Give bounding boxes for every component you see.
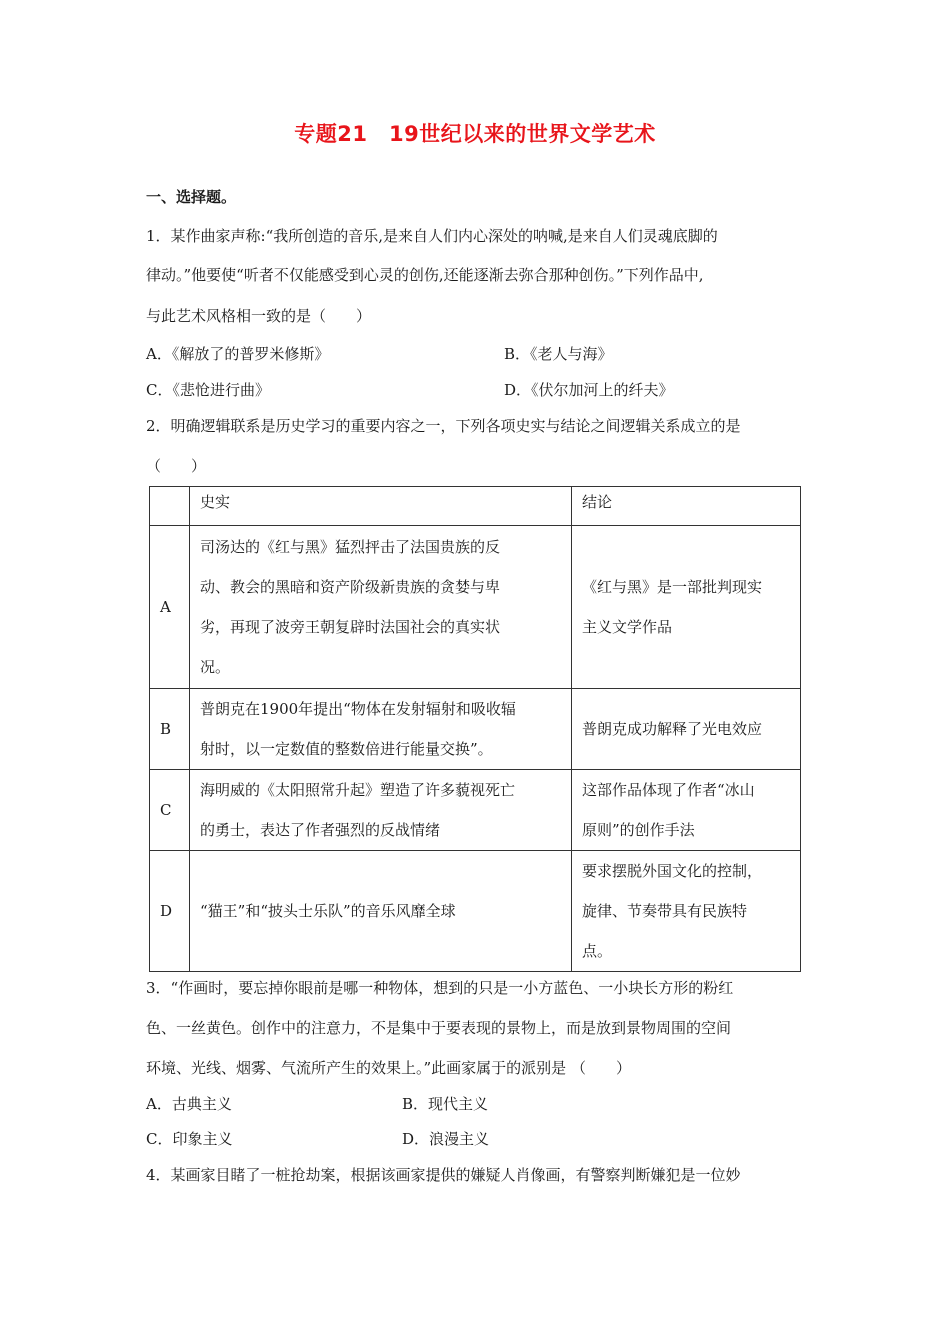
q1-line-2: 律动。”他要使“听者不仅能感受到心灵的创伤,还能逐渐去弥合那种创伤。”下列作品中, [146,266,704,284]
header-fact-cell: 史实 [190,487,572,526]
q3-option-d[interactable]: D．浪漫主义 [402,1130,490,1148]
conclusion-line: 要求摆脱外国文化的控制， [582,862,763,880]
section-heading: 一、选择题。 [146,188,237,206]
fact-line: 普朗克在1900年提出“物体在发射辐射和吸收辐 [200,700,516,718]
row-fact [190,689,572,770]
page-title: 专题21 19世纪以来的世界文学艺术 [294,122,656,146]
fact-line: 动、教会的黑暗和资产阶级新贵族的贪婪与卑 [200,578,501,596]
row-fact [190,526,572,689]
q2-line-2: （ ） [146,457,207,475]
row-conclusion [572,851,801,972]
q1-option-d[interactable]: D．《伏尔加河上的纤夫》 [504,381,674,399]
q1-option-b[interactable]: B．《老人与海》 [504,345,613,363]
q3-line-1: 3．“作画时，要忘掉你眼前是哪一种物体，想到的只是一小方蓝色、一小块长方形的粉红 [146,979,734,997]
conclusion-line: 《红与黑》是一部批判现实 [582,578,763,596]
q3-option-a[interactable]: A．古典主义 [146,1095,232,1113]
fact-line: 劣，再现了波旁王朝复辟时法国社会的真实状 [200,618,501,636]
table-row [150,689,801,770]
q3-line-2: 色、一丝黄色。创作中的注意力，不是集中于要表现的景物上，而是放到景物周围的空间 [146,1019,732,1037]
row-fact [190,851,572,972]
table-header-row [150,487,801,526]
q1-option-a[interactable]: A．《解放了的普罗米修斯》 [146,345,330,363]
conclusion-line: 旋律、节奏带具有民族特 [582,902,748,920]
q2-line-1: 2．明确逻辑联系是历史学习的重要内容之一，下列各项史实与结论之间逻辑关系成立的是 [146,417,741,435]
q3-option-b[interactable]: B．现代主义 [402,1095,489,1113]
fact-line: 况。 [200,658,231,676]
q1-option-c[interactable]: C．《悲怆进行曲》 [146,381,270,399]
q3-option-c[interactable]: C．印象主义 [146,1130,233,1148]
conclusion-line: 主义文学作品 [582,618,673,636]
fact-line: 的勇士，表达了作者强烈的反战情绪 [200,821,441,839]
row-conclusion [572,526,801,689]
table-row [150,851,801,972]
table-row [150,526,801,689]
row-fact [190,770,572,851]
row-label: C [150,770,190,851]
fact-line: “猫王”和“披头士乐队”的音乐风靡全球 [200,902,456,920]
fact-line: 海明威的《太阳照常升起》塑造了许多藐视死亡 [200,781,516,799]
row-label: B [150,689,190,770]
row-conclusion [572,689,801,770]
fact-line: 射时，以一定数值的整数倍进行能量交换”。 [200,740,493,758]
conclusion-line: 普朗克成功解释了光电效应 [582,720,763,738]
q4-line-1: 4．某画家目睹了一桩抢劫案，根据该画家提供的嫌疑人肖像画，有警察判断嫌犯是一位妙 [146,1166,741,1184]
q3-line-3: 环境、光线、烟雾、气流所产生的效果上。”此画家属于的派别是 （ ） [146,1059,631,1077]
header-conclusion-cell: 结论 [572,487,801,526]
row-label: A [150,526,190,689]
fact-line: 司汤达的《红与黑》猛烈抨击了法国贵族的反 [200,538,501,556]
conclusion-line: 点。 [582,942,613,960]
header-label-cell [150,487,190,526]
q1-line-1: 1．某作曲家声称:“我所创造的音乐,是来自人们内心深处的呐喊,是来自人们灵魂底脚的 [146,227,718,245]
conclusion-line: 原则”的创作手法 [582,821,695,839]
row-conclusion [572,770,801,851]
conclusion-line: 这部作品体现了作者“冰山 [582,781,755,799]
facts-table [149,486,801,972]
q1-line-3: 与此艺术风格相一致的是（ ） [146,307,372,325]
row-label: D [150,851,190,972]
table-row [150,770,801,851]
